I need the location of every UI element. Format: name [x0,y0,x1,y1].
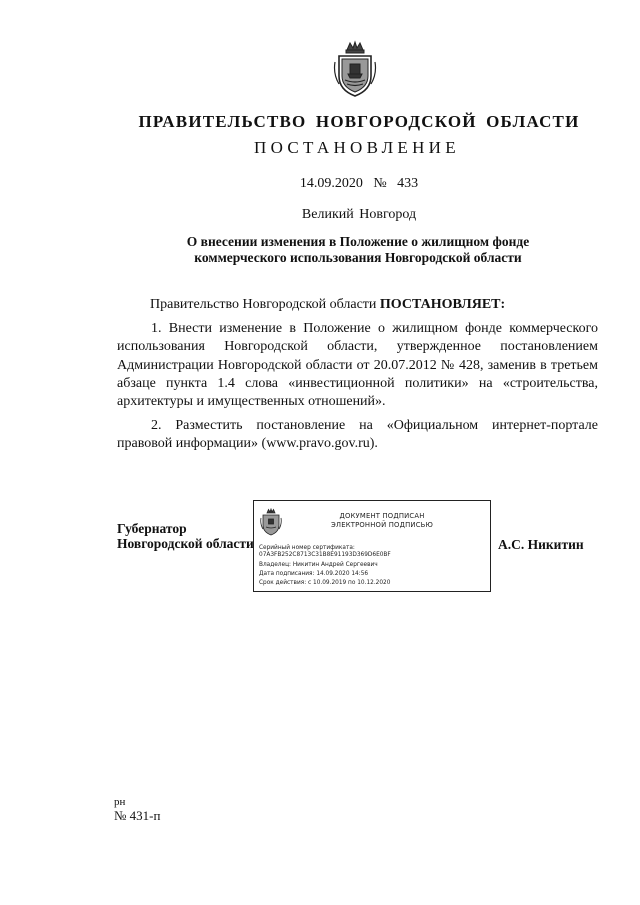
coat-of-arms-icon [333,40,377,98]
document-number: 433 [397,176,419,191]
signatory-title-line-1: Губернатор [117,521,187,536]
registration-number: № 431-п [114,808,161,823]
coat-of-arms-icon [260,508,282,536]
decree-word: ПОСТАНОВЛЯЕТ: [379,297,506,312]
paragraph-2: 2. Разместить постановление на «Официальном интернет-портале правовой информации» (www.pravo.gov.ru). [117,418,598,452]
signatory-title [117,521,254,551]
subject-line-1: О внесении изменения в Положение о жилищном фонде [186,234,530,249]
stamp-heading-line-1: ДОКУМЕНТ ПОДПИСАН [339,512,425,520]
date-number-line [0,176,640,192]
stamp-signed-date: Дата подписания: 14.09.2020 14:56 [259,571,369,577]
paragraph-1: 1. Внести изменение в Положение о жилищном фонде коммерческого использования Новгородской области, утвержденное постановлением Администрации Новгородской области от 20.07.2012 № 428, заменив в третьем абзаце пункта 1.4 слова «инвестиционной политики» на «строительства, архитектуры и имущественных отношений». [117,321,598,410]
subject-line-2: коммерческого использования Новгородской области [194,250,522,265]
document-date: 14.09.2020 [299,176,363,191]
stamp-heading-line-2: ЭЛЕКТРОННОЙ ПОДПИСЬЮ [330,521,434,529]
stamp-cert-label: Серийный номер сертификата: [259,545,355,551]
document-type: ПОСТАНОВЛЕНИЕ [254,138,460,157]
government-title: ПРАВИТЕЛЬСТВО НОВГОРОДСКОЙ ОБЛАСТИ [138,112,580,131]
stamp-cert-serial: 07A3FB252C8713C31B8E91193D369D6E0BF [259,552,391,558]
signatory-title-line-2: Новгородской области [117,536,254,551]
city-name: Великий Новгород [301,207,417,222]
decree-intro [150,297,505,313]
number-sign: № [373,176,387,191]
document-subject [180,234,536,266]
decree-intro-text: Правительство Новгородской области [150,297,377,312]
stamp-validity: Срок действия: с 10.09.2019 по 10.12.2020 [259,580,391,586]
stamp-heading [292,512,472,530]
e-signature-stamp [253,500,491,592]
stamp-owner: Владелец: Никитин Андрей Сергеевич [259,562,378,568]
executor-code: рн [114,796,126,808]
signatory-name: А.С. Никитин [498,537,584,552]
